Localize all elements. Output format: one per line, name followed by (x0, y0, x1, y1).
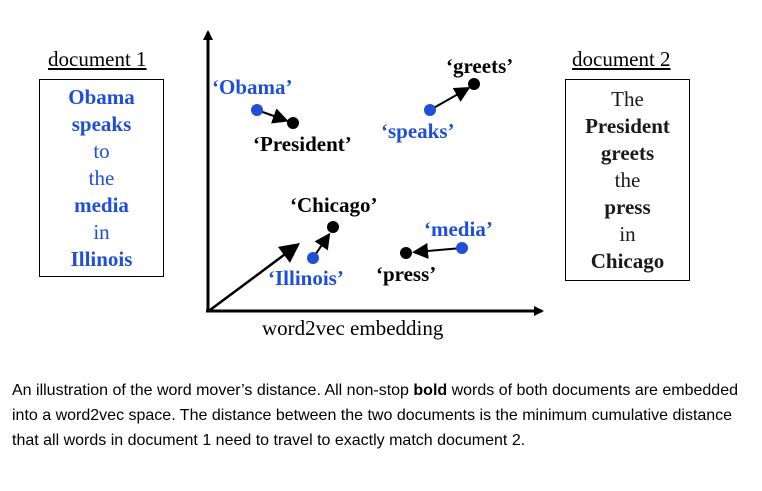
speaks-point (424, 104, 436, 116)
document1-word: media (74, 192, 129, 217)
caption-bold-word: bold (413, 382, 448, 399)
axis-label: word2vec embedding (262, 316, 444, 340)
media-label: ‘media’ (424, 217, 493, 241)
greets-point (468, 78, 480, 90)
document1-word: in (93, 219, 110, 244)
document2-word: greets (600, 140, 655, 165)
document2-word: the (614, 167, 641, 192)
obama-point (251, 104, 263, 116)
document2-word: press (604, 194, 651, 219)
document2-word: The (611, 86, 644, 111)
president-label: ‘President’ (253, 132, 352, 156)
media-to-press-arrow (416, 248, 462, 252)
document2-title: document 2 (572, 47, 671, 71)
document2-word: Chicago (590, 248, 665, 273)
media-point (456, 242, 468, 254)
speaks-label: ‘speaks’ (381, 119, 455, 143)
caption-text-1: An illustration of the word mover’s distance. All non-stop (12, 382, 414, 399)
press-label: ‘press’ (376, 262, 437, 286)
chicago-label: ‘Chicago’ (290, 193, 378, 217)
president-point (287, 117, 299, 129)
illinois-point (307, 252, 319, 264)
illinois-label: ‘Illinois’ (268, 266, 344, 290)
figure-caption (12, 378, 752, 453)
document1-word: Obama (68, 84, 135, 109)
document1-word: the (88, 165, 115, 190)
document1-title: document 1 (48, 47, 147, 71)
document2-word: President (585, 113, 670, 138)
greets-label: ‘greets’ (446, 54, 514, 78)
chicago-point (327, 221, 339, 233)
document1-word: Illinois (70, 246, 133, 271)
document1-word: to (93, 138, 110, 163)
caption-text-2: words of both documents are embedded into a word2vec space. The distance between the two documents is the minimum cumulative distance that all words in document 1 need to travel to exactly match document 2. (12, 382, 738, 449)
document1-word: speaks (71, 111, 132, 136)
obama-label: ‘Obama’ (212, 75, 293, 99)
document2-word: in (619, 221, 636, 246)
speaks-to-greets-arrow (430, 89, 467, 110)
press-point (400, 247, 412, 259)
